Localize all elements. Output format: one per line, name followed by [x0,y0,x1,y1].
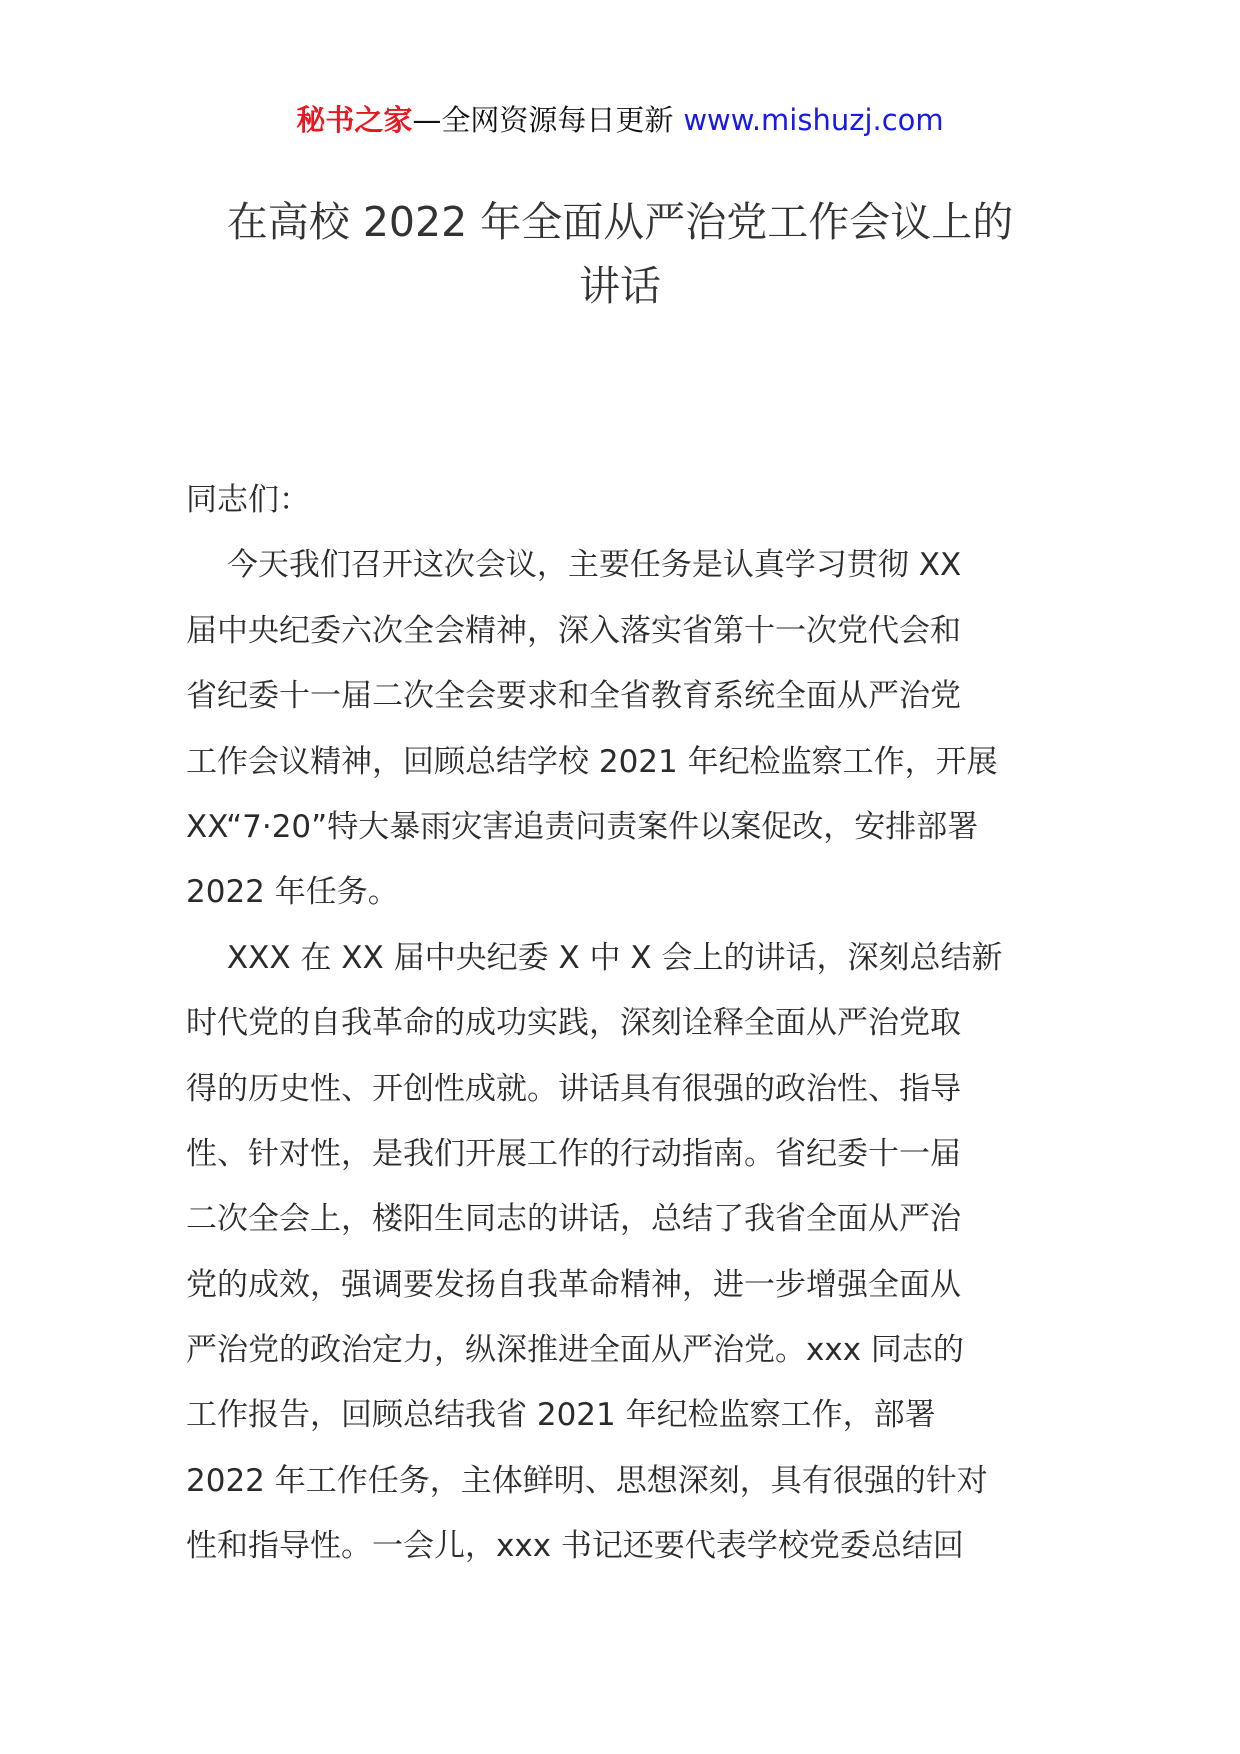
paragraph-line: 届中央纪委六次全会精神，深入落实省第十一次党代会和 [186,612,961,649]
brand-slogan: —全网资源每日更新 [412,103,674,137]
watermark-header [0,100,1240,140]
paragraph-line: XX“7·20”特大暴雨灾害追责问责案件以案促改，安排部署 [186,808,979,845]
document-body [186,468,1054,1580]
paragraph-line: 性和指导性。一会儿，xxx 书记还要代表学校党委总结回 [186,1528,964,1565]
paragraph-1 [186,533,1054,925]
paragraph-line: 党的成效，强调要发扬自我革命精神，进一步增强全面从 [186,1266,961,1303]
title-line-1: 在高校 2022 年全面从严治党工作会议上的 [226,198,1014,246]
paragraph-line: 工作报告，回顾总结我省 2021 年纪检监察工作，部署 [186,1397,936,1434]
paragraph-line: 2022 年工作任务，主体鲜明、思想深刻，具有很强的针对 [186,1462,988,1499]
paragraph-line: 性、针对性，是我们开展工作的行动指南。省纪委十一届 [186,1135,961,1172]
title-line-2: 讲话 [579,262,661,310]
paragraph-line: XXX 在 XX 届中央纪委 X 中 X 会上的讲话，深刻总结新 [186,939,1003,976]
brand-name: 秘书之家 [296,103,413,137]
document-title [186,190,1054,318]
paragraph-line: 得的历史性、开创性成就。讲话具有很强的政治性、指导 [186,1070,961,1107]
site-link[interactable]: www.mishuzj.com [683,103,944,137]
paragraph-line: 时代党的自我革命的成功实践，深刻诠释全面从严治党取 [186,1005,961,1042]
paragraph-line: 2022 年任务。 [186,874,399,911]
paragraph-line: 今天我们召开这次会议，主要任务是认真学习贯彻 XX [186,547,962,584]
paragraph-line: 工作会议精神，回顾总结学校 2021 年纪检监察工作，开展 [186,743,998,780]
paragraph-2 [186,926,1054,1580]
paragraph-line: 严治党的政治定力，纵深推进全面从严治党。xxx 同志的 [186,1332,964,1369]
paragraph-line: 省纪委十一届二次全会要求和全省教育系统全面从严治党 [186,678,961,715]
salutation: 同志们： [186,482,310,518]
paragraph-line: 二次全会上，楼阳生同志的讲话，总结了我省全面从严治 [186,1201,961,1238]
